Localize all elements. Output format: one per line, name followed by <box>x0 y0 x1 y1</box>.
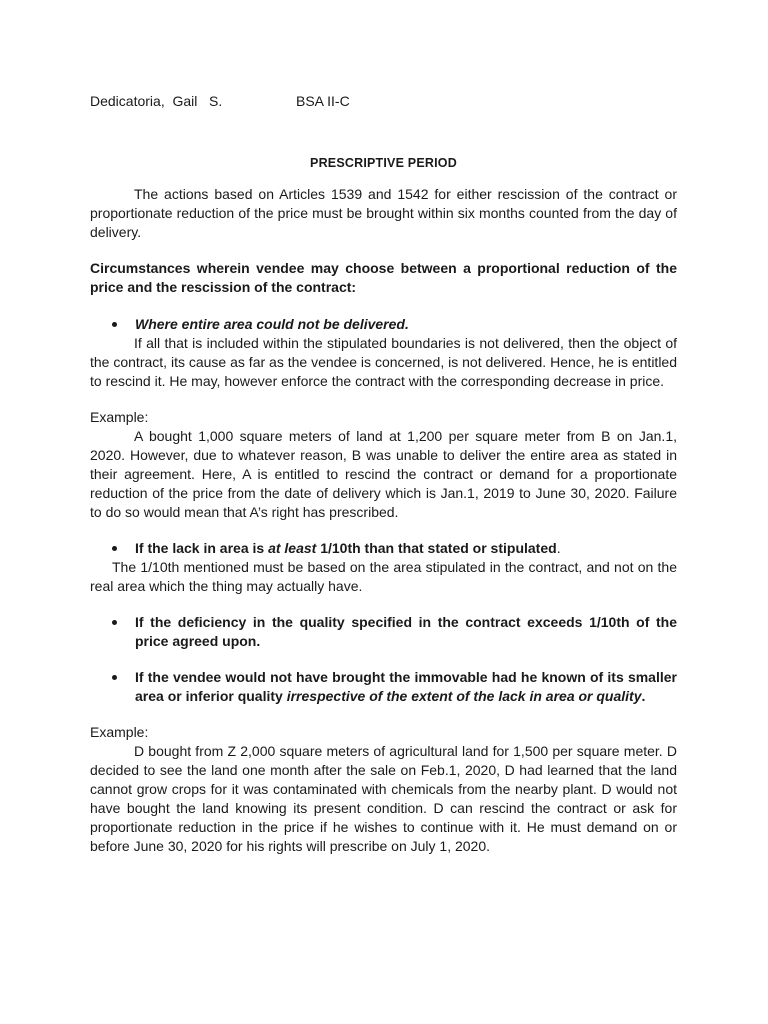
example-label: Example: <box>90 409 149 425</box>
student-course: BSA II-C <box>296 93 350 109</box>
example-label: Example: <box>90 724 149 740</box>
bullet-deficiency-text: If the deficiency in the quality specified in the contract exceeds 1/10th of the price agreed upon. <box>135 614 677 649</box>
bullet-lack-tail: . <box>556 540 561 556</box>
example-body: A bought 1,000 square meters of land at 1,200 per square meter from B on Jan.1, 2020. However, due to whatever reason, B was unable to deliver the entire area as stated in their agreement. Here, A is entitled to rescind the contract or demand for a proportionate reduction of the price from the date of delivery which is Jan.1, 2019 to June 30, 2020. Failure to do so would mean that A’s right has prescribed. <box>90 428 677 520</box>
bullet-entire-area-body: If all that is included within the stipulated boundaries is not delivered, then the object of the contract, its cause as far as the vendee is concerned, is not delivered. Hence, he is entitled to rescind it. He may, however enforce the contract with the corresponding decrease in price. <box>90 335 677 389</box>
bullet-icon <box>90 668 135 687</box>
bullet-item-lack-in-area <box>90 539 677 558</box>
intro-paragraph: The actions based on Articles 1539 and 1542 for either rescission of the contract or proportionate reduction of the price must be brought within six months counted from the day of delivery. <box>90 186 677 240</box>
bullet-lack-body: The 1/10th mentioned must be based on the area stipulated in the contract, and not on the real area which the thing may actually have. <box>90 559 677 594</box>
bullet-lack-post: 1/10th than that stated or stipulated <box>316 540 557 556</box>
bullet-item-entire-area <box>90 315 677 334</box>
bullet-lack-emph: at least <box>268 540 317 556</box>
page-title: PRESCRIPTIVE PERIOD <box>310 156 457 170</box>
student-header <box>90 92 677 112</box>
bullet-icon <box>90 315 135 334</box>
bullet-entire-area-text: Where entire area could not be delivered. <box>135 316 409 332</box>
bullet-vendee-emph: irrespective of the extent of the lack in area or quality <box>286 688 642 704</box>
bullet-lack-pre: If the lack in area is <box>135 540 269 556</box>
student-name: Dedicatoria, Gail S. <box>90 93 223 109</box>
circumstances-heading: Circumstances wherein vendee may choose between a proportional reduction of the price and the rescission of the contract: <box>90 260 677 295</box>
document-page <box>90 92 677 856</box>
bullet-icon <box>90 539 135 558</box>
bullet-icon <box>90 613 135 632</box>
example-body: D bought from Z 2,000 square meters of agricultural land for 1,500 per square meter. D decided to see the land one month after the sale on Feb.1, 2020, D had learned that the land cannot grow crops for it was contaminated with chemicals from the nearby plant. D would not have bought the land knowing its present condition. D can rescind the contract or ask for proportionate reduction in the price if he wishes to continue with it. He must demand on or before June 30, 2020 for his rights will prescribe on July 1, 2020. <box>90 743 677 854</box>
bullet-vendee-pre: If the vendee would not have brought the immovable had he known of its smaller area or inferior quality <box>135 669 677 704</box>
bullet-vendee-tail: . <box>641 688 646 704</box>
bullet-item-would-not-have-bought <box>90 668 677 706</box>
bullet-item-deficiency-quality <box>90 613 677 651</box>
